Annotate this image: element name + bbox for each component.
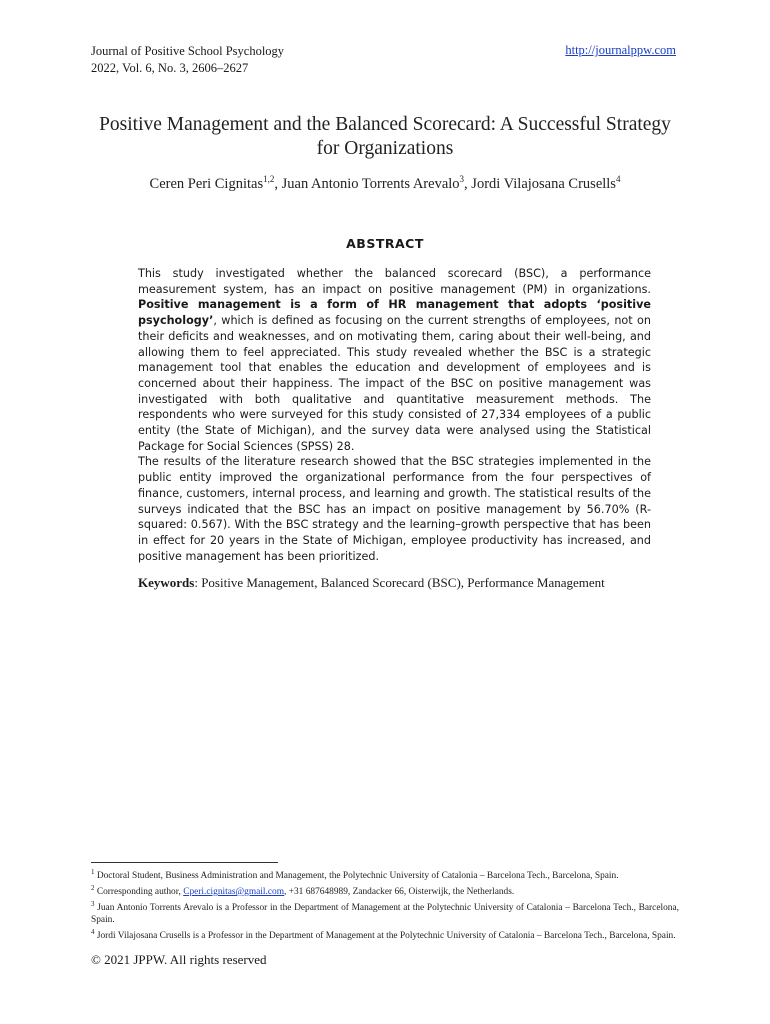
abstract-text: This study investigated whether the balanced scorecard (BSC), a performance measurement system, has an impact on positive management (PM) in organizations. xyxy=(138,267,651,296)
footnote-text: Juan Antonio Torrents Arevalo is a Professor in the Department of Management at the Polytechnic University of Catalonia – Barcelona Tech., Barcelona, Spain. xyxy=(91,902,679,925)
author-affiliation: 1,2 xyxy=(263,174,275,184)
footnote-text: Doctoral Student, Business Administration and Management, the Polytechnic University of Catalonia – Barcelona Tech., Barcelona, Spain. xyxy=(94,871,619,882)
footnotes xyxy=(91,867,679,942)
journal-url-link[interactable]: http://journalppw.com xyxy=(565,43,676,57)
author-affiliation: 3 xyxy=(459,174,465,184)
footnote-divider xyxy=(91,862,278,863)
author-email-link[interactable]: Cperi.cignitas@gmail.com xyxy=(183,887,284,898)
copyright-notice: © 2021 JPPW. All rights reserved xyxy=(91,952,267,967)
abstract-heading: ABSTRACT xyxy=(346,236,424,251)
keywords-line xyxy=(138,575,678,591)
abstract-bold-text: Positive management is a form of HR management that adopts ‘positive psychology’ xyxy=(138,298,651,328)
footnote xyxy=(91,883,679,899)
footnote-text: Corresponding author, xyxy=(94,887,184,898)
keywords-label: Keywords xyxy=(138,575,195,590)
keywords-text: : Positive Management, Balanced Scorecard (BSC), Performance Management xyxy=(194,575,605,590)
footnote xyxy=(91,867,679,883)
abstract-paragraph xyxy=(138,266,651,454)
author-name: Jordi Vilajosana Crusells xyxy=(471,175,616,192)
journal-header xyxy=(91,43,284,77)
author-separator: , xyxy=(274,175,282,192)
author-name: Juan Antonio Torrents Arevalo xyxy=(281,175,460,192)
paper-title: Positive Management and the Balanced Scorecard: A Successful Strategy for Organizations xyxy=(99,114,671,159)
footnote-marker: 2 xyxy=(91,883,95,892)
author-list xyxy=(90,174,680,193)
journal-name: Journal of Positive School Psychology xyxy=(91,44,285,58)
abstract-body xyxy=(138,266,651,564)
footnote-marker: 3 xyxy=(91,899,95,908)
footnote-marker: 1 xyxy=(91,868,95,876)
abstract-paragraph: The results of the literature research showed that the BSC strategies implemented in the public entity improved the organizational performance from the four perspectives of finance, customers, internal process, and learning and growth. The statistical results of the surveys indicated that the BSC has an impact on positive management by 56.70% (R-squared: 0.567). With the BSC strategy and the learning–growth perspective that has been in effect for 20 years in the State of Michigan, employee productivity has increased, and positive management has been prioritized. xyxy=(138,455,651,563)
footnote-text: , +31 687648989, Zandacker 66, Oisterwijk, the Netherlands. xyxy=(284,887,515,898)
author-separator: , xyxy=(464,175,472,192)
author-affiliation: 4 xyxy=(615,174,621,184)
abstract-text: , which is defined as focusing on the current strengths of employees, not on their deficits and weaknesses, and on motivating them, caring about their well-being, and allowing them to feel appreciated. This study revealed whether the BSC is a strategic management tool that enables the education and development of employees and is concerned about their happiness. The impact of the BSC on positive management was investigated with both qualitative and quantitative measurement methods. The respondents who were surveyed for this study consisted of 27,334 employees of a public entity (the State of Michigan), and the survey data were analysed using the Statistical Package for Social Sciences (SPSS) 28. xyxy=(138,314,651,453)
footnote-marker: 4 xyxy=(91,927,95,936)
footnote xyxy=(91,927,679,943)
author-name: Ceren Peri Cignitas xyxy=(149,175,264,192)
footnote xyxy=(91,899,679,927)
footnote-text: Jordi Vilajosana Crusells is a Professor in the Department of Management at the Polytechnic University of Catalonia – Barcelona Tech., Barcelona, Spain. xyxy=(94,930,676,941)
journal-issue: 2022, Vol. 6, No. 3, 2606–2627 xyxy=(91,61,249,75)
